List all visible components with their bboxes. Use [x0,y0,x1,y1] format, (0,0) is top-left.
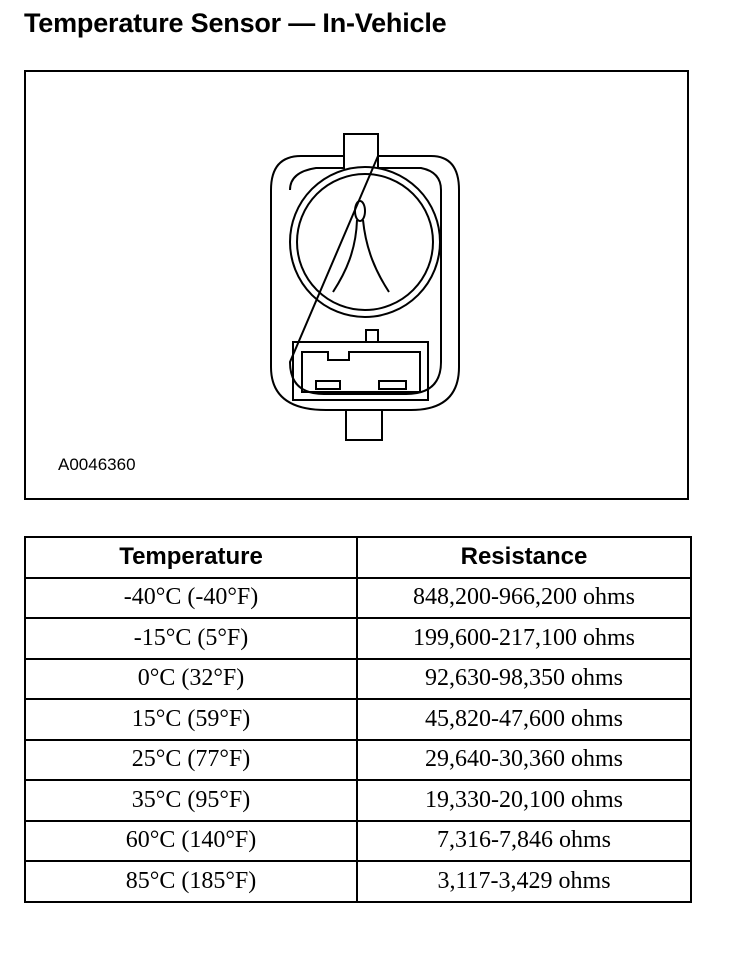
resistance-table [24,536,692,903]
temperature-sensor-illustration [26,72,687,498]
connector-inner [302,352,420,392]
temperature-cell: 0°C (32°F) [25,659,357,700]
resistance-cell: 3,117-3,429 ohms [357,861,691,902]
resistance-cell: 199,600-217,100 ohms [357,618,691,659]
temperature-cell: 35°C (95°F) [25,780,357,821]
sensor-figure [24,70,689,500]
temperature-cell: 60°C (140°F) [25,821,357,862]
table-row [25,618,691,659]
resistance-cell: 848,200-966,200 ohms [357,578,691,619]
table-header-row [25,537,691,578]
thermistor-bead [355,201,365,221]
table-row [25,861,691,902]
thermistor-lead-right [363,220,389,292]
sensor-top-tab [344,134,378,156]
resistance-cell: 19,330-20,100 ohms [357,780,691,821]
resistance-cell: 92,630-98,350 ohms [357,659,691,700]
resistance-cell: 29,640-30,360 ohms [357,740,691,781]
resistance-cell: 45,820-47,600 ohms [357,699,691,740]
figure-id: A0046360 [58,455,136,474]
page-title: Temperature Sensor — In-Vehicle [24,8,447,38]
temperature-cell: -40°C (-40°F) [25,578,357,619]
table-row [25,699,691,740]
temperature-cell: 85°C (185°F) [25,861,357,902]
table-row [25,659,691,700]
resistance-cell: 7,316-7,846 ohms [357,821,691,862]
temperature-cell: 15°C (59°F) [25,699,357,740]
table-row [25,578,691,619]
temperature-cell: -15°C (5°F) [25,618,357,659]
column-header-temperature: Temperature [25,537,357,578]
connector-pin-right [379,381,406,389]
table-row [25,821,691,862]
sensor-window [297,174,433,310]
sensor-housing [271,156,459,410]
sensor-outer-ring [290,167,440,317]
table-row [25,780,691,821]
table-row [25,740,691,781]
temperature-cell: 25°C (77°F) [25,740,357,781]
sensor-inner-rim [290,156,441,394]
connector-pin-left [316,381,340,389]
connector-latch [366,330,378,342]
sensor-bottom-tab [346,410,382,440]
column-header-resistance: Resistance [357,537,691,578]
